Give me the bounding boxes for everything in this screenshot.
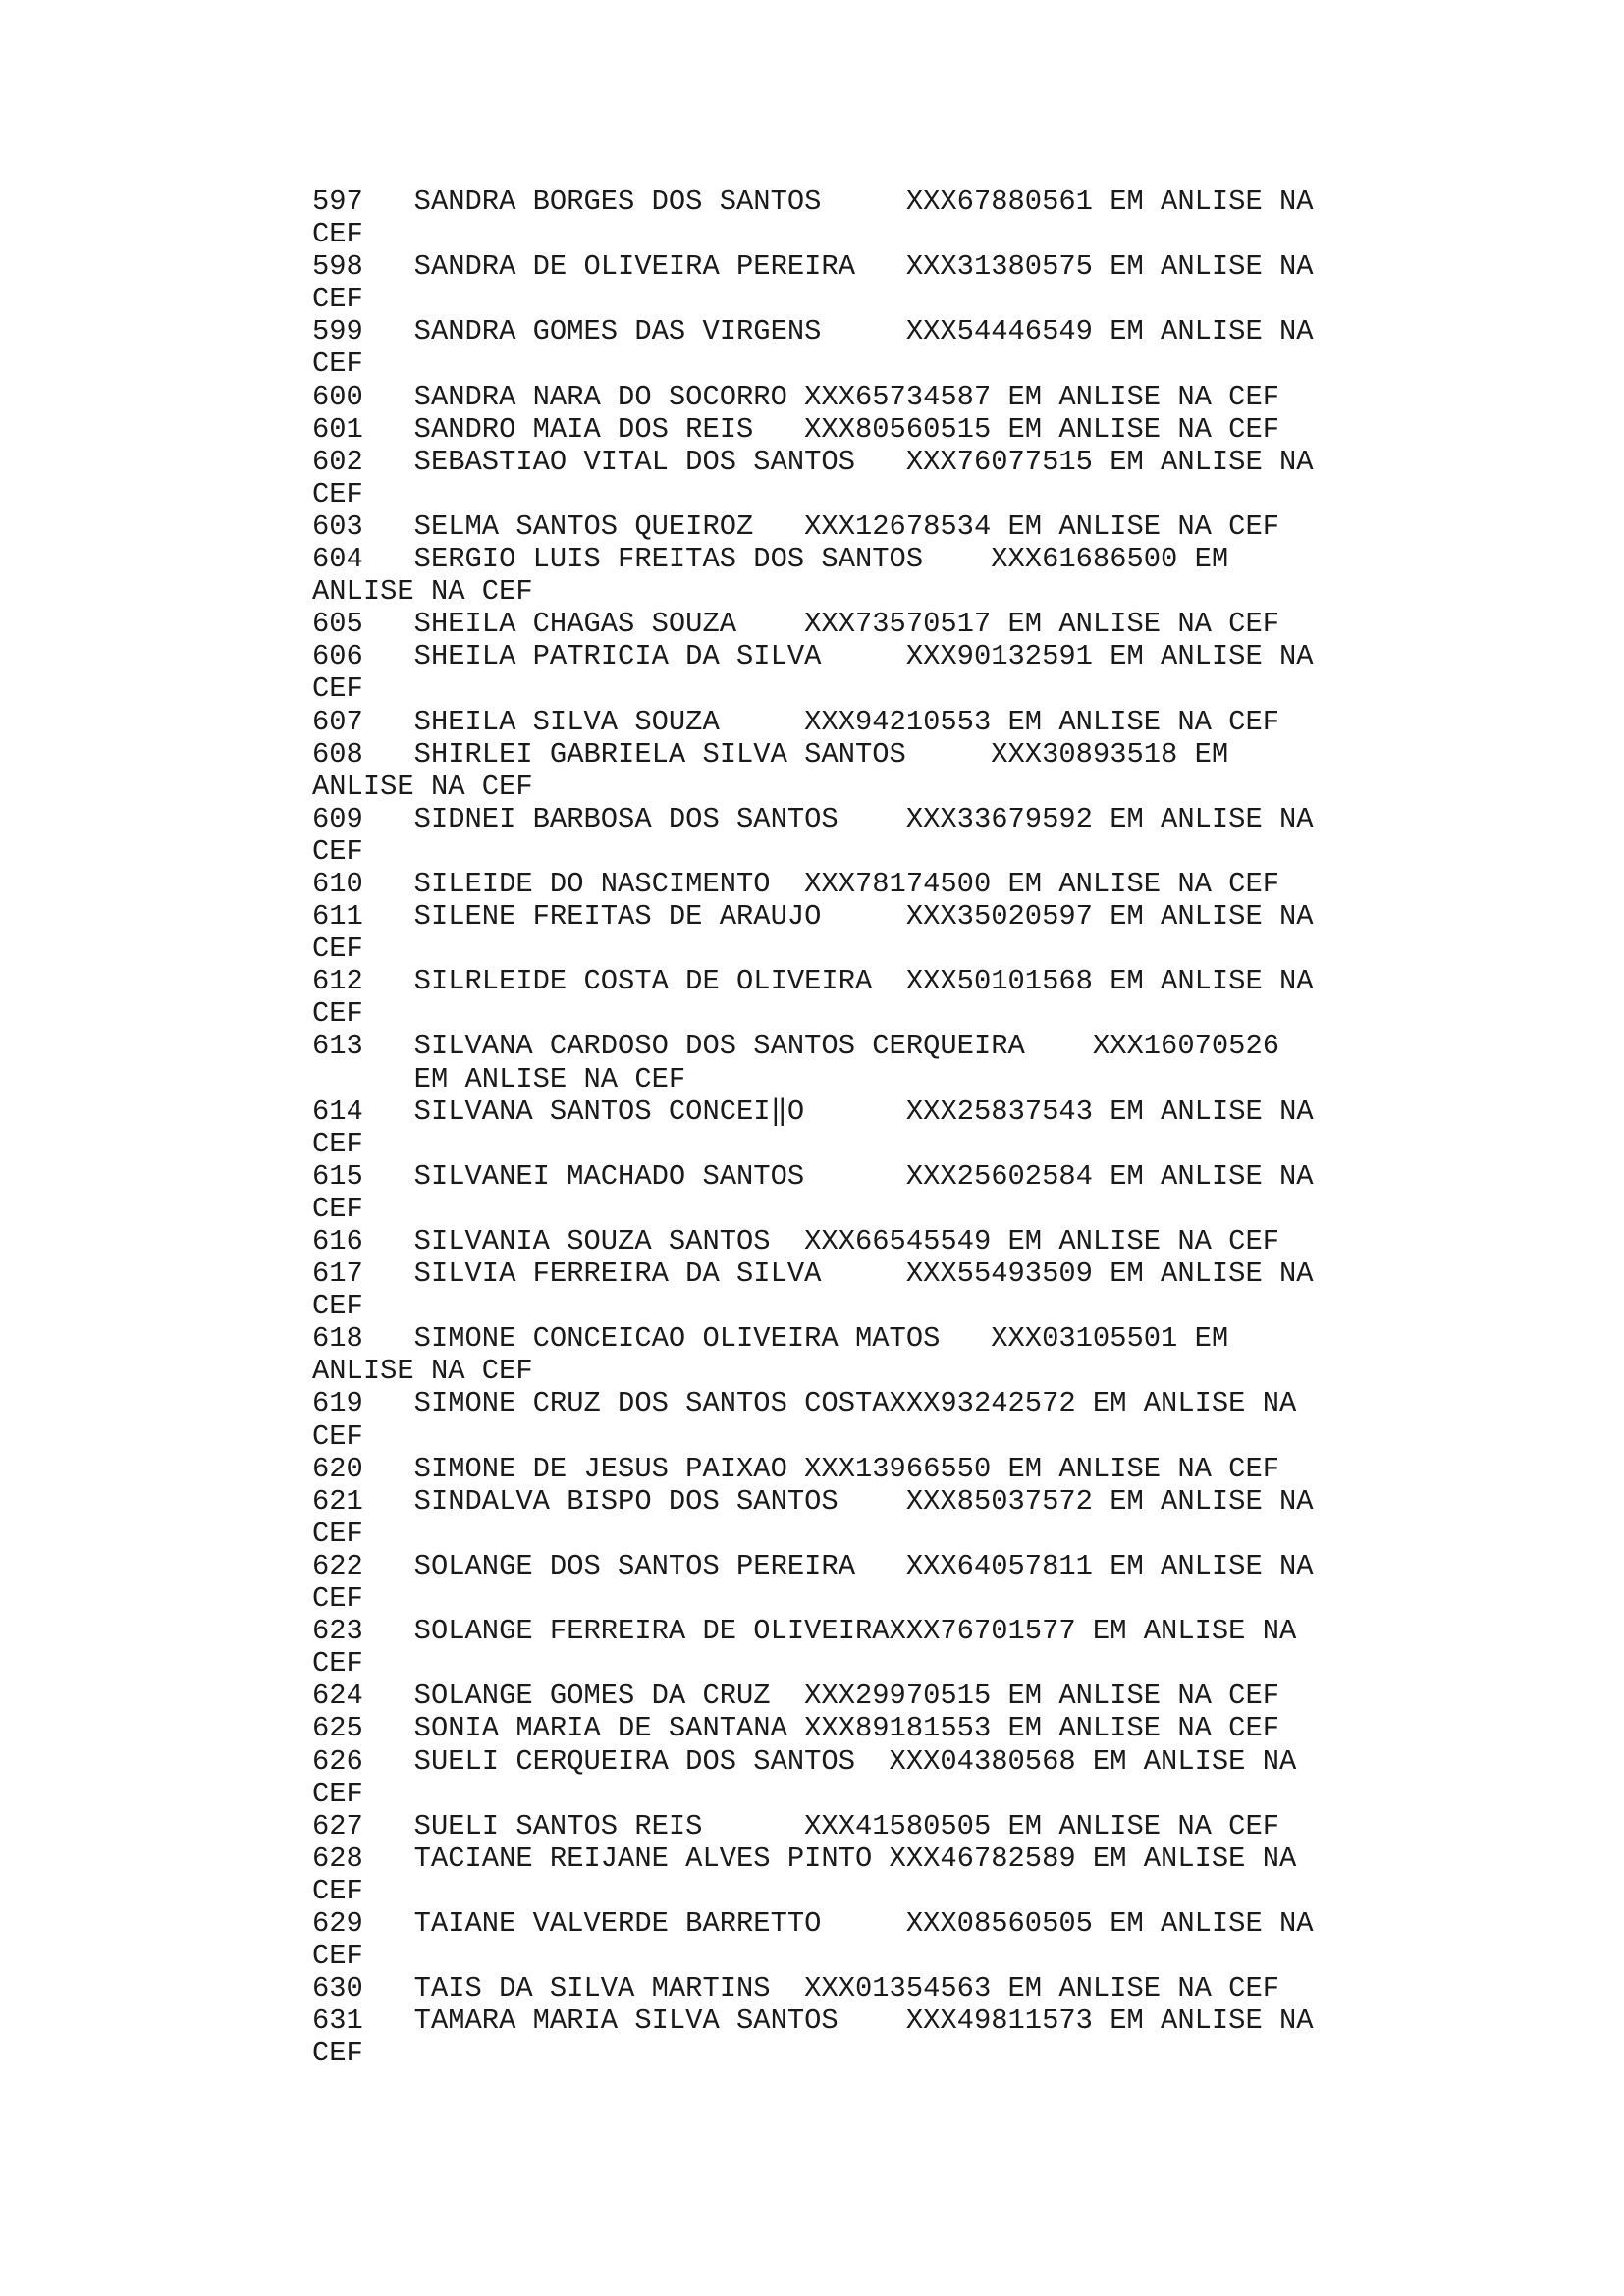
- text-line: 619 SIMONE CRUZ DOS SANTOS COSTAXXX93242572 EM ANLISE NA: [312, 1387, 1297, 1420]
- text-line: 614 SILVANA SANTOS CONCEI‖O XXX25837543 EM ANLISE NA: [312, 1095, 1314, 1128]
- text-line: CEF: [312, 933, 363, 966]
- text-line: CEF: [312, 1874, 363, 1907]
- text-line: CEF: [312, 672, 363, 706]
- text-line: CEF: [312, 1290, 363, 1323]
- text-line: 602 SEBASTIAO VITAL DOS SANTOS XXX76077515 EM ANLISE NA: [312, 445, 1314, 478]
- text-line: 603 SELMA SANTOS QUEIROZ XXX12678534 EM ANLISE NA CEF: [312, 509, 1280, 543]
- text-line: 625 SONIA MARIA DE SANTANA XXX89181553 EM ANLISE NA CEF: [312, 1712, 1280, 1745]
- text-line: 608 SHIRLEI GABRIELA SILVA SANTOS XXX30893518 EM: [312, 737, 1229, 771]
- text-line: CEF: [312, 477, 363, 510]
- text-line: 616 SILVANIA SOUZA SANTOS XXX66545549 EM ANLISE NA CEF: [312, 1225, 1280, 1257]
- text-line: 600 SANDRA NARA DO SOCORRO XXX65734587 EM ANLISE NA CEF: [312, 380, 1280, 413]
- text-line: 624 SOLANGE GOMES DA CRUZ XXX29970515 EM ANLISE NA CEF: [312, 1680, 1280, 1713]
- text-line: CEF: [312, 1940, 363, 1973]
- text-line: 609 SIDNEI BARBOSA DOS SANTOS XXX33679592 EM ANLISE NA: [312, 802, 1314, 835]
- text-line: 621 SINDALVA BISPO DOS SANTOS XXX85037572 EM ANLISE NA: [312, 1484, 1314, 1518]
- text-line: 630 TAIS DA SILVA MARTINS XXX01354563 EM ANLISE NA CEF: [312, 1972, 1280, 2005]
- text-line: 607 SHEILA SILVA SOUZA XXX94210553 EM ANLISE NA CEF: [312, 705, 1280, 738]
- text-line: CEF: [312, 347, 363, 381]
- text-line: CEF: [312, 2037, 363, 2070]
- text-line: 598 SANDRA DE OLIVEIRA PEREIRA XXX31380575 EM ANLISE NA: [312, 250, 1314, 284]
- text-line: 631 TAMARA MARIA SILVA SANTOS XXX49811573 EM ANLISE NA: [312, 2004, 1314, 2038]
- text-line: CEF: [312, 1582, 363, 1616]
- text-line: 627 SUELI SANTOS REIS XXX41580505 EM ANLISE NA CEF: [312, 1809, 1280, 1842]
- text-line: CEF: [312, 1192, 363, 1225]
- text-line: CEF: [312, 1419, 363, 1453]
- text-line: CEF: [312, 1647, 363, 1681]
- text-line: 628 TACIANE REIJANE ALVES PINTO XXX46782589 EM ANLISE NA: [312, 1842, 1297, 1875]
- text-line: CEF: [312, 834, 363, 868]
- text-line: ANLISE NA CEF: [312, 770, 533, 803]
- text-line: 612 SILRLEIDE COSTA DE OLIVEIRA XXX50101568 EM ANLISE NA: [312, 965, 1314, 998]
- text-line: 618 SIMONE CONCEICAO OLIVEIRA MATOS XXX03105501 EM: [312, 1322, 1229, 1356]
- text-line: 605 SHEILA CHAGAS SOUZA XXX73570517 EM ANLISE NA CEF: [312, 608, 1280, 641]
- text-line: EM ANLISE NA CEF: [312, 1062, 686, 1095]
- text-line: 611 SILENE FREITAS DE ARAUJO XXX35020597 EM ANLISE NA: [312, 900, 1314, 934]
- text-line: 629 TAIANE VALVERDE BARRETTO XXX08560505 EM ANLISE NA: [312, 1906, 1314, 1940]
- text-line: 613 SILVANA CARDOSO DOS SANTOS CERQUEIRA XXX16070526: [312, 1030, 1280, 1063]
- text-line: CEF: [312, 1517, 363, 1550]
- text-line: 606 SHEILA PATRICIA DA SILVA XXX90132591 EM ANLISE NA: [312, 640, 1314, 673]
- text-line: 599 SANDRA GOMES DAS VIRGENS XXX54446549 EM ANLISE NA: [312, 315, 1314, 348]
- text-line: ANLISE NA CEF: [312, 575, 533, 609]
- text-line: ANLISE NA CEF: [312, 1355, 533, 1388]
- text-line: 615 SILVANEI MACHADO SANTOS XXX25602584 EM ANLISE NA: [312, 1159, 1314, 1193]
- text-line: CEF: [312, 1127, 363, 1160]
- text-block: [312, 186, 1314, 2069]
- text-line: 620 SIMONE DE JESUS PAIXAO XXX13966550 EM ANLISE NA CEF: [312, 1452, 1280, 1485]
- text-line: CEF: [312, 283, 363, 316]
- text-line: 597 SANDRA BORGES DOS SANTOS XXX67880561 EM ANLISE NA: [312, 186, 1314, 218]
- text-line: CEF: [312, 1777, 363, 1810]
- text-line: 622 SOLANGE DOS SANTOS PEREIRA XXX64057811 EM ANLISE NA: [312, 1549, 1314, 1582]
- text-line: CEF: [312, 997, 363, 1031]
- text-line: 626 SUELI CERQUEIRA DOS SANTOS XXX04380568 EM ANLISE NA: [312, 1744, 1297, 1778]
- text-line: 623 SOLANGE FERREIRA DE OLIVEIRAXXX76701577 EM ANLISE NA: [312, 1615, 1297, 1648]
- text-line: 601 SANDRO MAIA DOS REIS XXX80560515 EM ANLISE NA CEF: [312, 412, 1280, 446]
- text-line: 610 SILEIDE DO NASCIMENTO XXX78174500 EM ANLISE NA CEF: [312, 867, 1280, 900]
- text-line: 617 SILVIA FERREIRA DA SILVA XXX55493509 EM ANLISE NA: [312, 1257, 1314, 1291]
- text-line: CEF: [312, 218, 363, 251]
- text-line: 604 SERGIO LUIS FREITAS DOS SANTOS XXX61686500 EM: [312, 543, 1229, 576]
